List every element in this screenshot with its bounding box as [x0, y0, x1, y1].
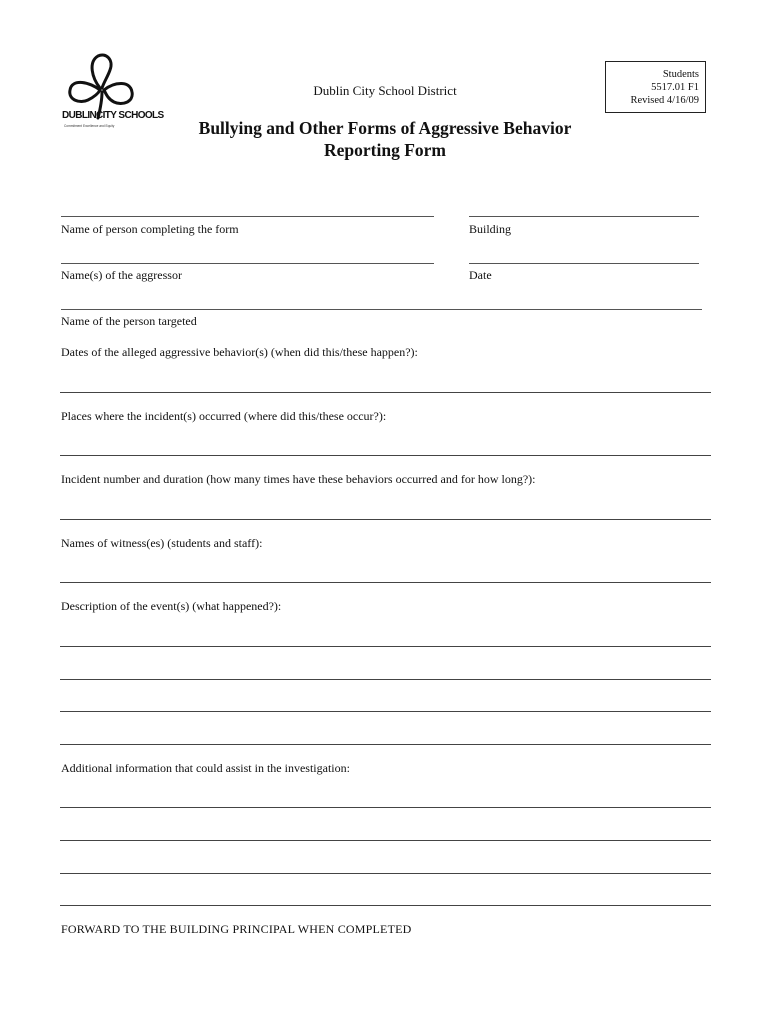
additional-info-answer-line[interactable]: [60, 807, 711, 808]
person-completing-field[interactable]: [61, 216, 434, 217]
dates-answer-line[interactable]: [60, 392, 711, 393]
dates-question: Dates of the alleged aggressive behavior(s) (when did this/these happen?):: [61, 345, 418, 359]
places-answer-line[interactable]: [60, 455, 711, 456]
doc-code: 5517.01 F1: [651, 82, 699, 93]
places-question: Places where the incident(s) occurred (where did this/these occur?):: [61, 409, 387, 423]
form-title-line1: Bullying and Other Forms of Aggressive Behavior: [198, 118, 572, 138]
date-label: Date: [469, 268, 492, 282]
description-answer-line[interactable]: [60, 679, 711, 680]
additional-info-answer-line[interactable]: [60, 873, 711, 874]
logo-text-bottom: CITY SCHOOLS: [96, 110, 164, 121]
description-answer-line[interactable]: [60, 744, 711, 745]
logo-tagline: Commitment Excellence and Equity: [64, 124, 115, 128]
date-field[interactable]: [469, 263, 699, 264]
additional-info-answer-line[interactable]: [60, 840, 711, 841]
shamrock-logo-icon: [58, 48, 164, 140]
aggressor-field[interactable]: [61, 263, 434, 264]
dublin-city-schools-logo: [58, 48, 164, 140]
witnesses-answer-line[interactable]: [60, 582, 711, 583]
person-targeted-field[interactable]: [61, 309, 702, 310]
building-field[interactable]: [469, 216, 699, 217]
description-answer-line[interactable]: [60, 711, 711, 712]
aggressor-label: Name(s) of the aggressor: [61, 268, 182, 282]
person-completing-label: Name of person completing the form: [61, 222, 239, 236]
additional-info-question: Additional information that could assist in the investigation:: [61, 761, 350, 775]
incident-number-question: Incident number and duration (how many times have these behaviors occurred and for how long?):: [61, 472, 536, 486]
witnesses-question: Names of witness(es) (students and staff):: [61, 536, 263, 550]
additional-info-answer-line[interactable]: [60, 905, 711, 906]
logo-text-top: DUBLIN: [62, 110, 97, 121]
doc-revised: Revised 4/16/09: [630, 95, 699, 106]
form-title: [150, 117, 620, 161]
document-code-box: [605, 61, 706, 113]
incident-number-answer-line[interactable]: [60, 519, 711, 520]
forward-instruction: FORWARD TO THE BUILDING PRINCIPAL WHEN COMPLETED: [61, 922, 412, 936]
building-label: Building: [469, 222, 512, 236]
doc-category: Students: [662, 69, 699, 80]
description-answer-line[interactable]: [60, 646, 711, 647]
form-title-line2: Reporting Form: [324, 140, 446, 160]
description-question: Description of the event(s) (what happened?):: [61, 599, 282, 613]
district-name: Dublin City School District: [313, 83, 457, 98]
person-targeted-label: Name of the person targeted: [61, 314, 197, 328]
